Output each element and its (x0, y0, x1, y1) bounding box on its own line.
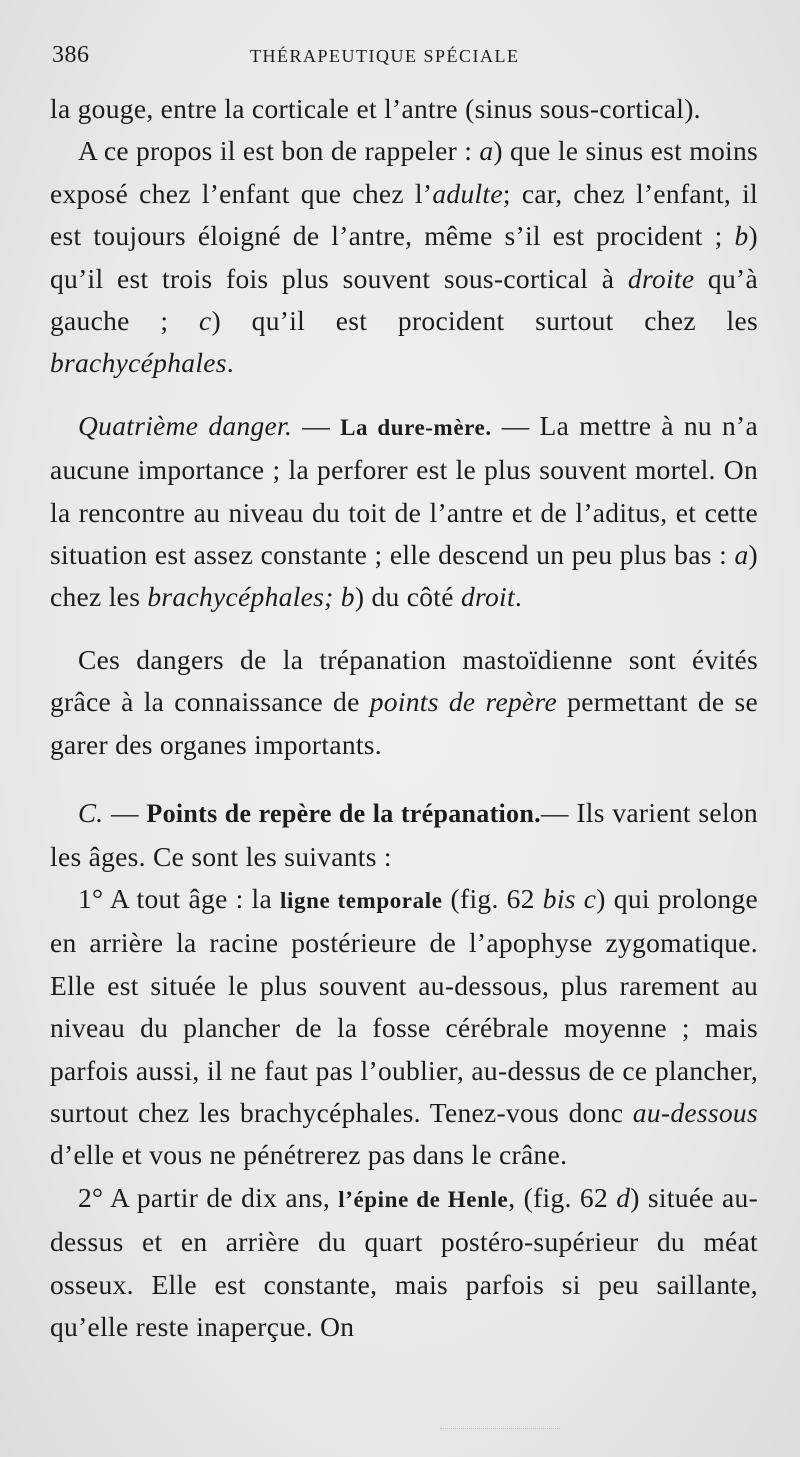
text-run: — (103, 797, 147, 829)
paragraph-7 (50, 1177, 758, 1349)
enum-marker: a (479, 135, 494, 167)
text-run: ) chez les (50, 539, 758, 613)
bold-term: l’épine de Henle (338, 1186, 509, 1212)
text-run: Ces dangers de la trépanation mastoïdienne sont évités grâce à la connaissance de (50, 643, 758, 718)
text-run: ; car, chez l’enfant, il est toujours éloigné de l’antre, même s’il est procident ; (50, 177, 759, 252)
page-header (0, 42, 800, 72)
text-run: — Ils varient selon les âges. Ce sont les suivants : (50, 797, 758, 872)
paragraph-3 (50, 405, 758, 619)
text-run: ) qu’il est procident surtout chez les (211, 305, 758, 337)
text-run: . (514, 581, 523, 613)
text-run: ) qui prolonge en arrière la racine postérieure de l’apophyse zygomatique. Elle est située le plus souvent au-dessous, plus rarement au niveau du plancher de la fosse cérébrale moyenne ; mais parfois aussi, il ne faut pas l’oublier, au-dessus de ce plancher, surtout chez les brachycéphales. Tenez-vous donc (50, 882, 758, 1128)
italic-term: droit (460, 581, 515, 613)
text-run: , (fig. 62 (508, 1181, 617, 1213)
italic-term: adulte (432, 177, 503, 209)
running-title: THÉRAPEUTIQUE SPÉCIALE (250, 46, 520, 66)
section-heading: Points de repère de la trépanation. (146, 799, 541, 829)
bold-term: La dure-mère. (340, 414, 492, 440)
text-run: d’elle et vous ne pénétrerez pas dans le crâne. (50, 1139, 568, 1171)
text-run: 2° A partir de dix ans, (78, 1181, 339, 1213)
enum-marker: b (734, 220, 749, 252)
paragraph-5-section-heading (50, 792, 758, 878)
italic-term: brachycéphales; b (147, 581, 355, 613)
italic-term: points de repère (369, 686, 558, 718)
paragraph-4 (50, 639, 758, 766)
text-run: ) du côté (354, 581, 461, 613)
text-run: . (226, 347, 234, 379)
paragraph-6 (50, 878, 758, 1177)
italic-term: au-dessous (632, 1096, 758, 1128)
paragraph-1: la gouge, entre la corticale et l’antre (sinus sous-cortical). (50, 93, 701, 124)
body-text (50, 88, 758, 1348)
text-run: ) située au-dessus et en arrière du quart postéro-supérieur du méat osseux. Elle est constante, mais parfois si peu saillante, qu’elle reste inaperçue. On (50, 1181, 759, 1342)
text-run: — (292, 409, 341, 441)
text-run: (fig. 62 (442, 882, 543, 914)
italic-term: brachycéphales (50, 347, 227, 379)
paragraph-2 (50, 130, 758, 384)
figure-ref: d (616, 1181, 631, 1213)
text-run: ) qu’il est trois fois plus souvent sous-cortical à (50, 220, 758, 294)
text-run: ) que le sinus est moins exposé chez l’enfant que chez l’ (50, 135, 759, 209)
enum-marker: a (734, 539, 749, 571)
text-run: qu’à gauche ; (50, 262, 758, 337)
italic-term: droite (627, 262, 695, 294)
figure-ref: bis c (542, 882, 597, 914)
text-run: A ce propos il est bon de rappeler : (78, 135, 480, 167)
section-title-italic: Quatrième danger. (78, 409, 293, 441)
enum-marker: c (198, 305, 212, 337)
footer-bleed-mark (440, 1428, 560, 1431)
text-run: — La mettre à nu n’a aucune importance ; la perforer est le plus souvent mortel. On la rencontre au niveau du toit de l’antre et de l’aditus, et cette situation est assez constante ; elle descend un peu plus bas : (50, 409, 758, 571)
section-letter: C. (78, 798, 104, 829)
page-number: 386 (52, 42, 90, 68)
bold-term: ligne temporale (280, 887, 443, 913)
text-run: 1° A tout âge : la (78, 882, 281, 914)
text-run: permettant de se garer des organes importants. (50, 686, 758, 760)
